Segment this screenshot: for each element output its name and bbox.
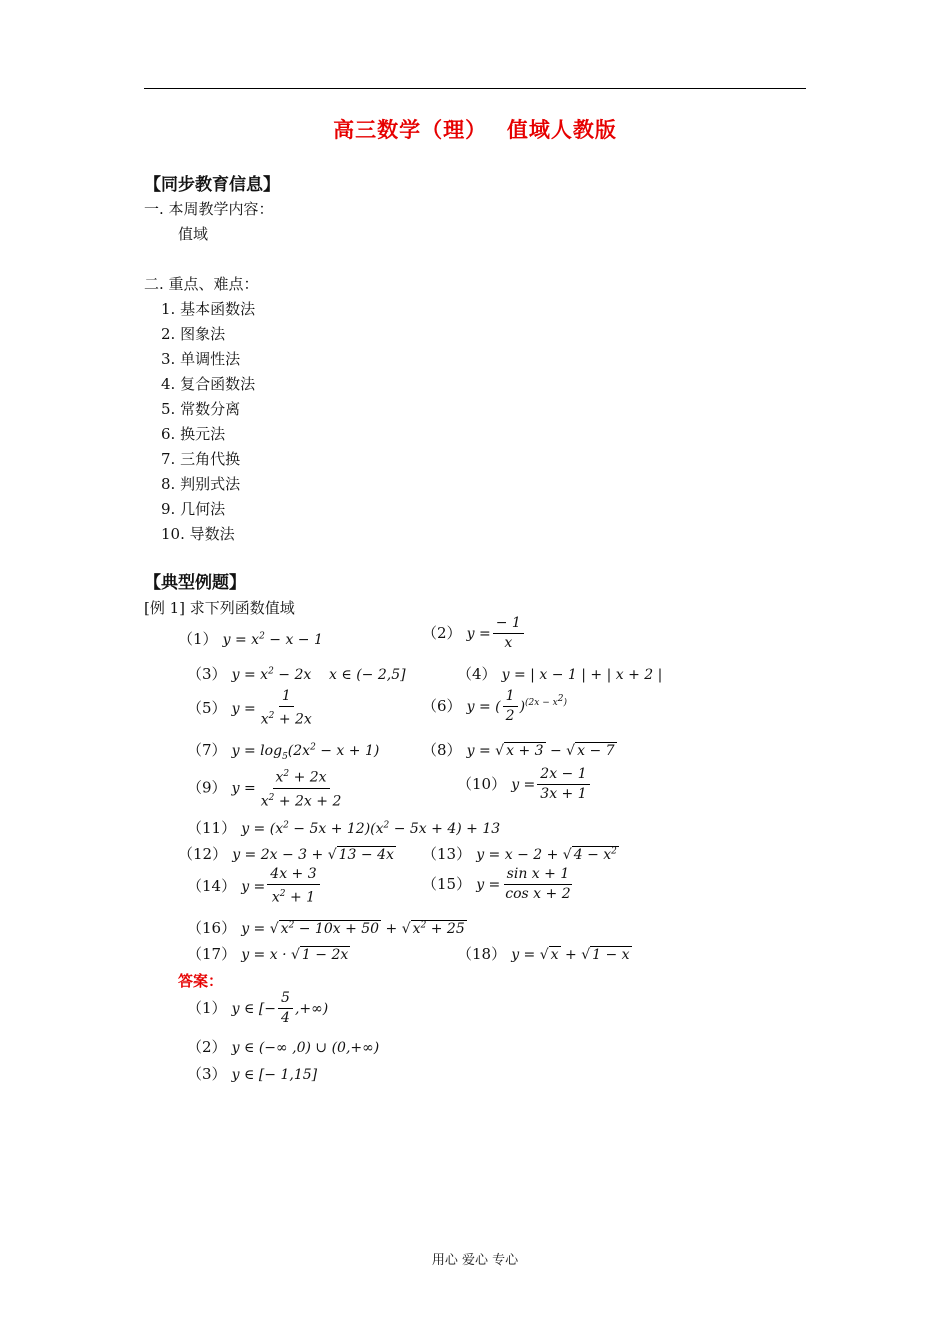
answer-1: （1） y ∈ [− $\frac{5}{4}$ ,+∞) xyxy=(187,990,329,1026)
problem-17: （17） y = x · √ 1 − 2x xyxy=(187,945,349,963)
answers-label: 答案： xyxy=(178,972,224,990)
method-item: 8. 判别式法 xyxy=(161,475,241,493)
problem-2: （2） y = $\frac{- 1}{x}$ xyxy=(422,615,526,652)
method-item: 7. 三角代换 xyxy=(161,450,241,468)
problem-7: （7） $y = \log_5(2x^2 - x + 1)$ xyxy=(187,741,380,762)
problem-11: （11） $y = (x^2 - 5x + 12)(x^2 - 5x + 4) + 13$ xyxy=(187,819,501,837)
content-label: 一. 本周教学内容： xyxy=(144,200,274,218)
problem-5: （5） y = $\frac{1}{x^2 + 2x}$ xyxy=(187,688,312,728)
problem-15: （15） y = $\frac{\text{sin x + 1}}{\text{cos x + 2}}$ xyxy=(422,866,571,902)
example-1-prompt: [例 1] 求下列函数值域 xyxy=(144,599,295,617)
method-item: 1. 基本函数法 xyxy=(161,300,256,318)
method-item: 9. 几何法 xyxy=(161,500,226,518)
method-item: 10. 导数法 xyxy=(161,525,235,543)
header-rule xyxy=(144,88,806,89)
problem-6: （6） y = ( $\frac{1}{2}$ )$^{(2x - x^2)}$ xyxy=(422,688,567,724)
page-footer: 用心 爱心 专心 xyxy=(431,1253,519,1268)
problem-3: （3） $y = x^2 - 2x$ x ∈ (− 2,5] xyxy=(187,665,406,683)
method-item: 3. 单调性法 xyxy=(161,350,241,368)
problem-1: （1） $y = x^2 - x - 1$ xyxy=(178,630,323,648)
content-value: 值域 xyxy=(178,225,209,243)
sync-info-heading: 【同步教育信息】 xyxy=(144,175,280,195)
problem-14: （14） y = $\frac{4x + 3}{x^2 + 1}$ xyxy=(187,866,322,907)
method-item: 6. 换元法 xyxy=(161,425,226,443)
problem-13: （13） y = x − 2 + √ $4 - x^2$ xyxy=(422,845,617,863)
method-item: 4. 复合函数法 xyxy=(161,375,256,393)
answer-3: （3） y ∈ [− 1,15] xyxy=(187,1065,318,1083)
problem-9: （9） y = $\frac{x^2 + 2x}{x^2 + 2x + 2}$ xyxy=(187,766,346,810)
examples-heading: 【典型例题】 xyxy=(144,573,246,593)
problem-18: （18） y = √ x + √ 1 − x xyxy=(457,945,630,963)
method-item: 2. 图象法 xyxy=(161,325,226,343)
page-title: 高三数学（理） 值域人教版 xyxy=(333,117,617,142)
method-item: 5. 常数分离 xyxy=(161,400,241,418)
problem-4: （4） y = | x − 1 | + | x + 2 | xyxy=(457,665,663,683)
key-points-label: 二. 重点、难点： xyxy=(144,275,259,293)
problem-16: （16） y = √ $x^2 - 10x + 50$ + √ $x^2 + 25$ xyxy=(187,919,465,937)
problem-12: （12） y = 2x − 3 + √ 13 − 4x xyxy=(178,845,394,863)
problem-10: （10） y = $\frac{2x - 1}{3x + 1}$ xyxy=(457,766,592,803)
answer-2: （2） y ∈ (−∞ ,0) ∪ (0,+∞) xyxy=(187,1038,380,1056)
problem-8: （8） y = √ x + 3 − √ x − 7 xyxy=(422,741,615,759)
